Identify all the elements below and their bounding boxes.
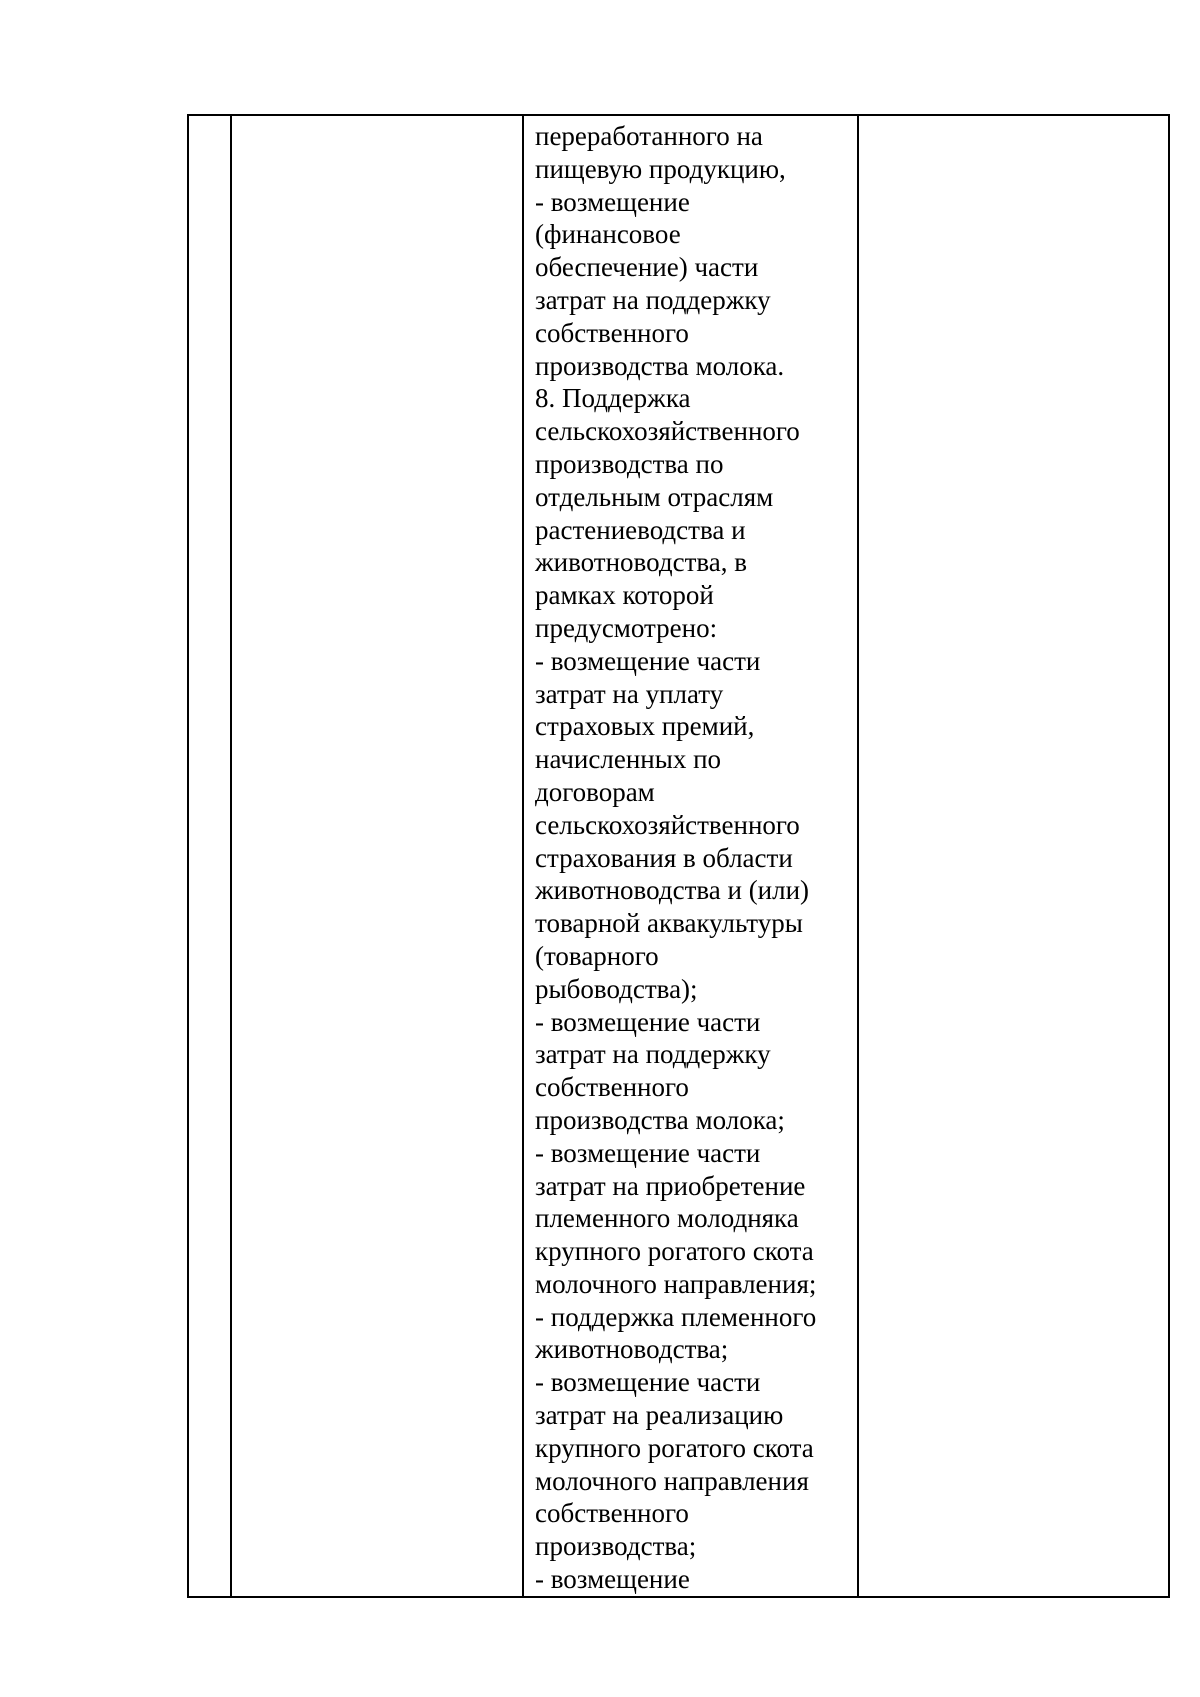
table-cell-name: [231, 115, 523, 1597]
text-line: собственного: [535, 317, 689, 348]
text-line: сельскохозяйственного: [535, 416, 800, 447]
text-line: затрат на уплату: [535, 678, 724, 709]
text-line: животноводства и (или): [535, 875, 810, 906]
text-line: молочного направления;: [535, 1268, 817, 1299]
text-line: начисленных по: [535, 744, 722, 775]
text-line: - возмещение части: [535, 1137, 761, 1168]
text-line: обеспечение) части: [535, 252, 759, 283]
text-line: производства по: [535, 448, 724, 479]
text-line: сельскохозяйственного: [535, 809, 800, 840]
text-line: затрат на поддержку: [535, 1039, 771, 1070]
text-line: затрат на реализацию: [535, 1400, 784, 1431]
text-line: - возмещение: [535, 186, 690, 217]
text-line: товарной аквакультуры: [535, 908, 803, 939]
text-line: племенного молодняка: [535, 1203, 799, 1234]
table-cell-number: [188, 115, 231, 1597]
text-line: договорам: [535, 776, 655, 807]
text-line: - возмещение части: [535, 1367, 761, 1398]
table-cell-description: [523, 115, 858, 1597]
text-line: пищевую продукцию,: [535, 153, 786, 184]
text-line: собственного: [535, 1498, 689, 1529]
table-cell-notes: [858, 115, 1169, 1597]
text-line: 8. Поддержка: [535, 383, 691, 414]
text-line: производства;: [535, 1531, 697, 1562]
text-line: (товарного: [535, 940, 659, 971]
text-line: рыбоводства);: [535, 973, 698, 1004]
text-line: крупного рогатого скота: [535, 1236, 814, 1267]
document-table: [187, 114, 1170, 1598]
text-line: - возмещение части: [535, 1006, 761, 1037]
text-line: переработанного на: [535, 121, 763, 151]
text-line: (финансовое: [535, 219, 681, 250]
table-row: [188, 115, 1169, 1597]
text-line: страховых премий,: [535, 711, 755, 742]
text-line: животноводства, в: [535, 547, 747, 578]
text-line: страхования в области: [535, 842, 793, 873]
text-line: - поддержка племенного: [535, 1301, 817, 1332]
text-line: отдельным отраслям: [535, 481, 774, 512]
text-line: затрат на поддержку: [535, 284, 771, 315]
text-line: производства молока.: [535, 350, 785, 381]
text-line: животноводства;: [535, 1334, 729, 1365]
text-line: - возмещение части: [535, 645, 761, 676]
text-line: - возмещение: [535, 1564, 690, 1595]
text-line: крупного рогатого скота: [535, 1432, 814, 1463]
text-line: затрат на приобретение: [535, 1170, 806, 1201]
text-line: производства молока;: [535, 1104, 785, 1135]
text-line: рамках которой: [535, 580, 714, 611]
text-line: растениеводства и: [535, 514, 746, 545]
cell-description-text: [524, 116, 857, 1596]
text-line: молочного направления: [535, 1465, 809, 1496]
text-line: собственного: [535, 1072, 689, 1103]
text-line: предусмотрено:: [535, 612, 718, 643]
